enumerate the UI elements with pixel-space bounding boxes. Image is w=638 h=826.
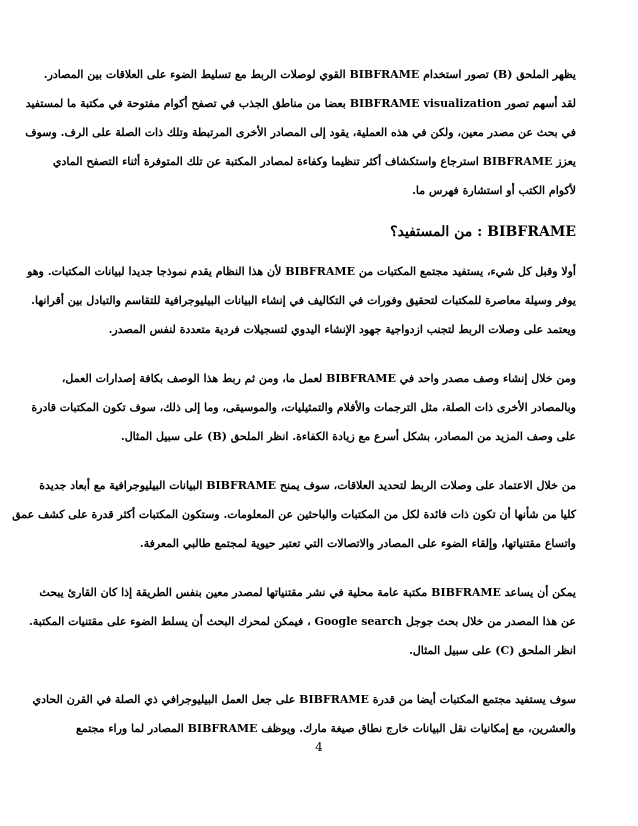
text-line: ويعتمد على وصلات الربط لتجنب ازدواجية جهود الإنشاء اليدوي لتسجيلات فردية متعددة لنفس المصدر. bbox=[108, 323, 576, 336]
text-line: أولا وقبل كل شيء، يستفيد مجتمع المكتبات من BIBFRAME لأن هذا النظام يقدم نموذجا جديدا لبيانات المكتبات. وهو bbox=[27, 265, 576, 278]
text-line: سوف يستفيد مجتمع المكتبات أيضا من قدرة BIBFRAME على جعل العمل البيليوجرافي ذي الصلة في القرن الحادي bbox=[32, 693, 576, 706]
paragraph-4 bbox=[29, 578, 576, 665]
text-line: عن هذا المصدر من خلال بحث جوجل Google search ، فيمكن لمحرك البحث أن يسلط الضوء على مقتنيات المكتبة. bbox=[29, 615, 576, 628]
text-line: ومن خلال إنشاء وصف مصدر واحد في BIBFRAME لعمل ما، ومن ثم ربط هذا الوصف بكافة إصدارات العمل، bbox=[61, 372, 576, 385]
page-number: 4 bbox=[315, 740, 323, 754]
text-line: انظر الملحق (C) على سبيل المثال. bbox=[408, 644, 576, 657]
text-line: واتساع مقتنياتها، وإلقاء الضوء على المصادر والاتصالات التي تعتبر حيوية لمجتمع طالبي المعرفة. bbox=[139, 537, 576, 550]
paragraph-3 bbox=[12, 471, 576, 558]
text-line: في بحث عن مصدر معين، ولكن في هذه العملية، يقود إلى المصادر الأخرى المرتبطة وتلك ذات الصلة على الرف. وسوف bbox=[25, 126, 576, 139]
intro-paragraph bbox=[25, 60, 576, 205]
text-line: يمكن أن يساعد BIBFRAME مكتبة عامة محلية في نشر مقتنياتها لمصدر معين بنفس الطريقة إذا كان القارئ يبحث bbox=[39, 586, 576, 599]
page-content bbox=[12, 60, 576, 763]
text-line: لقد أسهم تصور BIBFRAME visualization بعضا من مناطق الجذب في تصفح أكوام مفتوحة في مكتبة ما لمستفيد bbox=[25, 97, 576, 110]
text-line: يعزز BIBFRAME استرجاع واستكشاف أكثر تنظيما وكفاءة لمصادر المكتبة عن تلك المتوفرة أثناء التصفح المادي bbox=[52, 155, 576, 168]
section-heading: BIBFRAME : من المستفيد؟ bbox=[390, 224, 576, 240]
paragraph-5 bbox=[32, 685, 576, 743]
paragraph-1 bbox=[27, 257, 576, 344]
text-line: والعشرين، مع إمكانيات نقل البيانات خارج نطاق صيغة مارك. ويوظف BIBFRAME المصادر لما وراء مجتمع bbox=[75, 722, 576, 735]
text-line: لأكوام الكتب أو استشارة فهرس ما. bbox=[412, 184, 576, 197]
text-line: يظهر الملحق (B) تصور استخدام BIBFRAME القوي لوصلات الربط مع تسليط الضوء على العلاقات بين المصادر. bbox=[43, 68, 576, 81]
text-line: على وصف المزيد من المصادر، بشكل أسرع مع زيادة الكفاءة. انظر الملحق (B) على سبيل المثال. bbox=[120, 430, 576, 443]
paragraph-2 bbox=[31, 364, 576, 451]
text-line: يوفر وسيلة معاصرة للمكتبات لتحقيق وفورات في التكاليف في إنشاء البيانات البيليوجرافية للتقاسم والتبادل بين أقرانها. bbox=[31, 294, 576, 307]
text-line: من خلال الاعتماد على وصلات الربط لتحديد العلاقات، سوف يمنح BIBFRAME البيانات البيليوجرافية مع أبعاد جديدة bbox=[39, 479, 576, 492]
text-line: وبالمصادر الأخرى ذات الصلة، مثل الترجمات والأفلام والتمثيليات، والموسيقى، وما إلى ذلك، سوف تكون المكتبات قادرة bbox=[31, 401, 576, 414]
text-line: كليا من شأنها أن تكون ذات فائدة لكل من المكتبات والباحثين عن المعلومات. وستكون المكتبات أكثر قدرة على كشف عمق bbox=[12, 508, 576, 521]
